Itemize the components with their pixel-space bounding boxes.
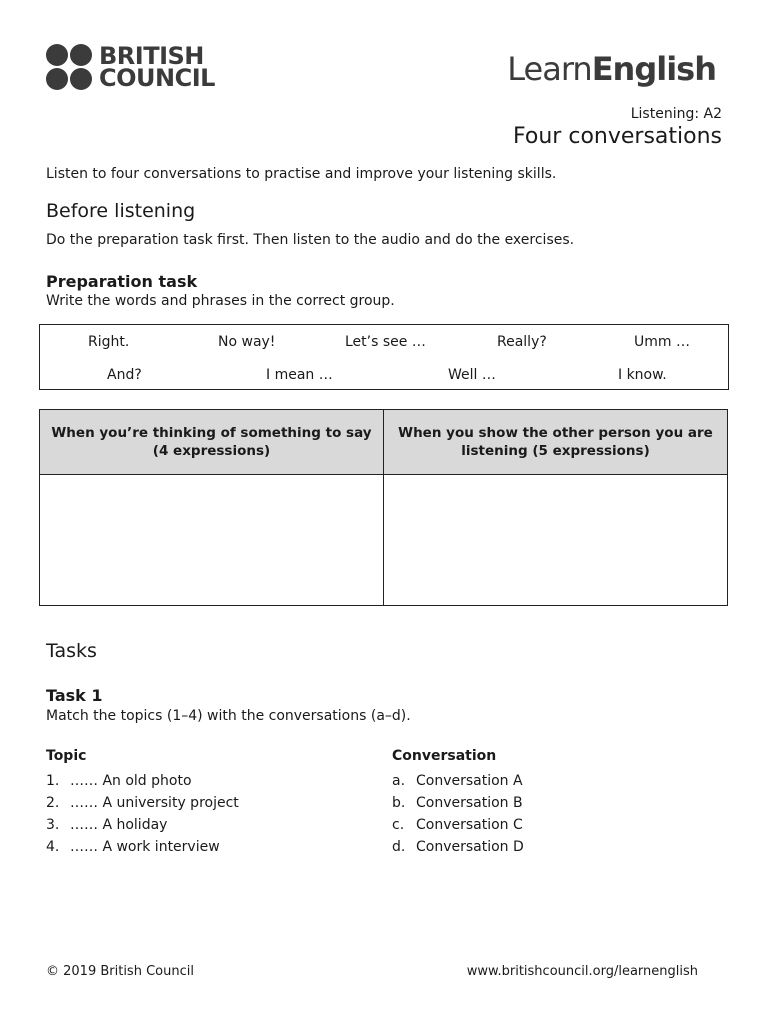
preparation-instruction: Write the words and phrases in the correct group. xyxy=(46,293,395,309)
word-item: Really? xyxy=(497,334,547,350)
conversation-item: c. Conversation C xyxy=(392,817,523,833)
page-title: Four conversations xyxy=(513,124,722,149)
tasks-heading: Tasks xyxy=(46,640,97,662)
logo-line-1: BRITISH xyxy=(99,42,204,70)
topic-item: 4. …… A work interview xyxy=(46,839,220,855)
answer-cell-listening[interactable] xyxy=(384,475,728,606)
intro-text: Listen to four conversations to practise and improve your listening skills. xyxy=(46,166,557,182)
sorting-table xyxy=(39,409,728,606)
conversation-item: d. Conversation D xyxy=(392,839,524,855)
footer-copyright: © 2019 British Council xyxy=(46,964,194,979)
footer-url-link[interactable]: www.britishcouncil.org/learnenglish xyxy=(466,964,698,979)
topic-item: 1. …… An old photo xyxy=(46,773,192,789)
word-item: Right. xyxy=(88,334,130,350)
british-council-logo xyxy=(46,44,215,90)
logo-english: English xyxy=(591,50,716,88)
topic-item: 2. …… A university project xyxy=(46,795,239,811)
task-1-instruction: Match the topics (1–4) with the conversations (a–d). xyxy=(46,708,411,724)
task-1-heading: Task 1 xyxy=(46,686,103,705)
before-listening-text: Do the preparation task first. Then listen to the audio and do the exercises. xyxy=(46,232,575,248)
level-label: Listening: A2 xyxy=(630,106,722,122)
before-listening-heading: Before listening xyxy=(46,200,196,222)
word-box xyxy=(39,324,729,390)
word-item: No way! xyxy=(218,334,276,350)
word-item: I mean … xyxy=(266,367,333,383)
preparation-task-heading: Preparation task xyxy=(46,272,198,291)
conversation-column-header: Conversation xyxy=(392,748,497,764)
column-thinking-header: When you’re thinking of something to say (4 expressions) xyxy=(40,410,384,475)
word-item: Umm … xyxy=(634,334,690,350)
four-dots-icon xyxy=(46,44,92,90)
word-item: Let’s see … xyxy=(345,334,426,350)
conversation-item: b. Conversation B xyxy=(392,795,523,811)
word-item: I know. xyxy=(618,367,667,383)
logo-line-2: COUNCIL xyxy=(99,64,215,92)
column-listening-header: When you show the other person you are listening (5 expressions) xyxy=(384,410,728,475)
word-item: And? xyxy=(107,367,142,383)
learnenglish-logo xyxy=(507,50,716,88)
word-item: Well … xyxy=(448,367,496,383)
answer-cell-thinking[interactable] xyxy=(40,475,384,606)
topic-item: 3. …… A holiday xyxy=(46,817,168,833)
conversation-item: a. Conversation A xyxy=(392,773,523,789)
logo-learn: Learn xyxy=(507,50,592,88)
topic-column-header: Topic xyxy=(46,748,87,764)
